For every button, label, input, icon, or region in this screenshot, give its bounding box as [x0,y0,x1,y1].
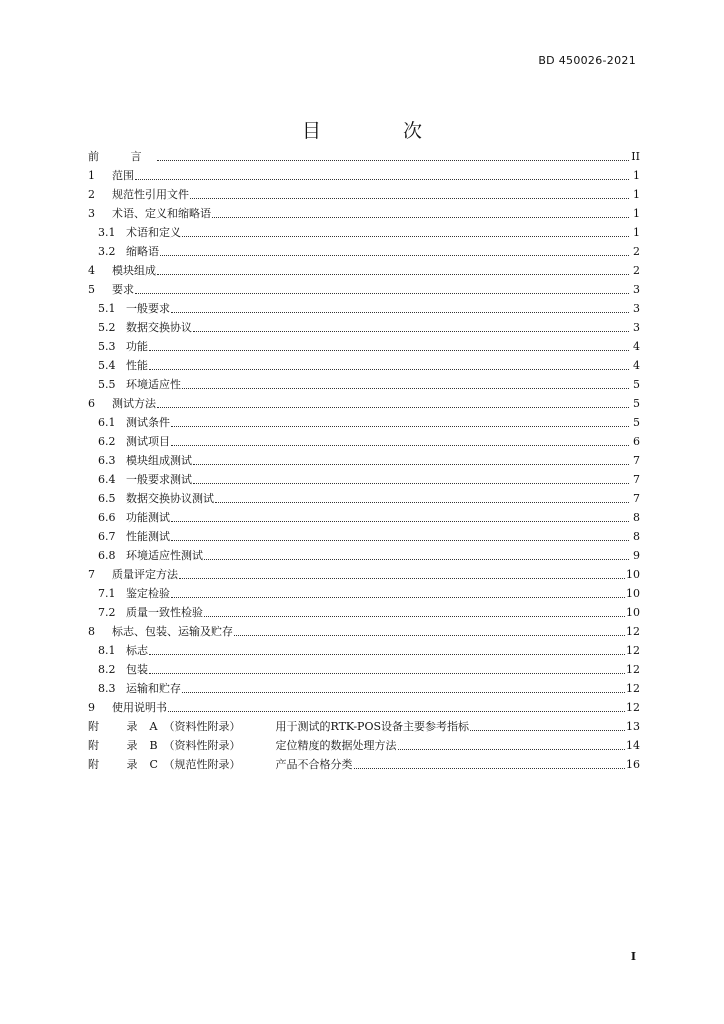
toc-entry-number: 7.1 [98,587,116,600]
toc-entry[interactable] [88,603,640,622]
page-title: 目 次 [301,120,461,142]
toc-entry-label: 术语和定义 [126,226,181,239]
dot-leader [193,483,629,484]
toc-entry[interactable] [88,470,640,489]
dot-leader [193,464,629,465]
dot-leader [171,426,629,427]
toc-entry[interactable] [88,489,640,508]
toc-entry[interactable] [88,679,640,698]
appendix-letter: C [149,758,158,771]
dot-leader [149,654,625,655]
dot-leader [171,597,625,598]
dot-leader [212,217,629,218]
toc-entry-number: 8 [88,625,95,638]
appendix-letter: B [149,739,158,752]
dot-leader [193,331,629,332]
toc-entry-page: 5 [633,416,640,429]
appendix-title: 定位精度的数据处理方法 [275,739,397,752]
toc-entry-page: 5 [633,378,640,391]
toc-entry-number: 5.2 [98,321,116,334]
toc-entry-page: 5 [633,397,640,410]
dot-leader [470,730,625,731]
appendix-letter: A [149,720,158,733]
toc-entry[interactable] [88,641,640,660]
toc-entry-label: 鉴定检验 [126,587,170,600]
toc-entry-page: 3 [633,283,640,296]
dot-leader [398,749,626,750]
toc-entry-number: 6.4 [98,473,116,486]
toc-entry-page: 7 [633,473,640,486]
toc-entry-page: 4 [633,340,640,353]
appendix-title: 产品不合格分类 [275,758,353,771]
dot-leader [215,502,629,503]
toc-entry-number: 4 [88,264,95,277]
toc-entry[interactable] [88,166,640,185]
toc-entry-page: 12 [626,625,640,638]
toc-entry-page: 7 [633,492,640,505]
toc-entry[interactable] [88,204,640,223]
dot-leader [204,559,629,560]
toc-entry-number: 6.3 [98,454,116,467]
toc-entry-number: 6.8 [98,549,116,562]
toc-entry-page: 13 [626,720,640,733]
toc-entry-label: 测试方法 [112,397,156,410]
toc-entry-label: 前 言 [88,150,156,163]
dot-leader [182,692,625,693]
toc-entry-page: 12 [626,663,640,676]
toc-appendix-entry[interactable] [88,717,640,736]
toc-entry-label: 模块组成 [112,264,156,277]
toc-entry-number: 5.1 [98,302,116,315]
toc-entry[interactable] [88,451,640,470]
dot-leader [160,255,629,256]
toc-entry-label: 标志、包装、运输及贮存 [112,625,233,638]
toc-entry-label: 规范性引用文件 [112,188,189,201]
toc-appendix-entry[interactable] [88,736,640,755]
appendix-word: 附 录 [88,720,150,733]
toc-entry-number: 3 [88,207,95,220]
toc-entry-label: 要求 [112,283,134,296]
toc-entry-page: 16 [626,758,640,771]
toc-entry-label: 功能 [126,340,148,353]
toc-entry[interactable] [88,356,640,375]
toc-entry-page: 10 [626,606,640,619]
toc-entry-page: 12 [626,682,640,695]
toc-entry-number: 7 [88,568,95,581]
toc-entry[interactable] [88,299,640,318]
dot-leader [179,578,625,579]
toc-entry-page: 8 [633,511,640,524]
toc-entry-label: 术语、定义和缩略语 [112,207,211,220]
dot-leader [149,350,629,351]
toc-entry[interactable] [88,565,640,584]
appendix-type: （规范性附录） [163,758,241,771]
appendix-type: （资料性附录） [163,720,241,733]
toc-entry-page: 2 [633,264,640,277]
toc-appendix-entry[interactable] [88,755,640,774]
toc-entry-number: 6.2 [98,435,116,448]
toc-entry[interactable] [88,660,640,679]
toc-entry-number: 6.5 [98,492,116,505]
toc-entry-number: 6.7 [98,530,116,543]
dot-leader [354,768,626,769]
toc-entry-number: 6 [88,397,95,410]
toc-entry-label: 标志 [126,644,148,657]
toc-entry-page: 12 [626,701,640,714]
dot-leader [157,160,630,161]
appendix-title: 用于测试的RTK-POS设备主要参考指标 [275,720,470,733]
toc-entry[interactable] [88,375,640,394]
dot-leader [171,445,629,446]
toc-entry[interactable] [88,318,640,337]
dot-leader [171,540,629,541]
toc-entry-page: 12 [626,644,640,657]
page-number: I [630,950,636,963]
toc-entry[interactable] [88,394,640,413]
dot-leader [190,198,629,199]
toc-entry[interactable] [88,261,640,280]
dot-leader [182,236,629,237]
toc-entry-page: 2 [633,245,640,258]
dot-leader [149,673,625,674]
toc-entry-label: 测试条件 [126,416,170,429]
toc-entry-label: 一般要求 [126,302,170,315]
toc-entry-label: 包装 [126,663,148,676]
toc-entry-number: 9 [88,701,95,714]
toc-entry-number: 1 [88,169,95,182]
toc-entry-page: 6 [633,435,640,448]
table-of-contents [88,147,640,774]
toc-entry-label: 质量一致性检验 [126,606,203,619]
dot-leader [171,521,629,522]
dot-leader [234,635,625,636]
toc-entry-label: 功能测试 [126,511,170,524]
toc-entry-label: 运输和贮存 [126,682,181,695]
toc-entry[interactable] [88,698,640,717]
toc-entry[interactable] [88,337,640,356]
appendix-type: （资料性附录） [163,739,241,752]
toc-entry[interactable] [88,584,640,603]
toc-entry-number: 7.2 [98,606,116,619]
toc-entry-number: 5.4 [98,359,116,372]
dot-leader [204,616,625,617]
toc-entry-page: 1 [633,226,640,239]
toc-entry-page: 10 [626,587,640,600]
toc-entry-number: 3.1 [98,226,116,239]
toc-entry-label: 范围 [112,169,134,182]
toc-entry[interactable] [88,413,640,432]
toc-entry-page: 8 [633,530,640,543]
toc-entry[interactable] [88,242,640,261]
toc-entry-label: 测试项目 [126,435,170,448]
toc-entry-page: 1 [633,207,640,220]
toc-entry-label: 性能 [126,359,148,372]
toc-entry-number: 2 [88,188,95,201]
toc-entry[interactable] [88,508,640,527]
toc-entry-page: 3 [633,302,640,315]
toc-entry-number: 6.6 [98,511,116,524]
toc-entry-page: 1 [633,169,640,182]
toc-entry-page: 1 [633,188,640,201]
toc-entry-page: II [631,150,640,163]
dot-leader [171,312,629,313]
toc-entry-page: 7 [633,454,640,467]
toc-entry[interactable] [88,280,640,299]
toc-entry-number: 3.2 [98,245,116,258]
dot-leader [157,274,629,275]
toc-entry-label: 缩略语 [126,245,159,258]
toc-entry-page: 14 [626,739,640,752]
toc-entry-label: 数据交换协议测试 [126,492,214,505]
toc-entry-label: 环境适应性测试 [126,549,203,562]
toc-entry[interactable] [88,185,640,204]
toc-entry-number: 8.1 [98,644,116,657]
toc-entry-label: 质量评定方法 [112,568,178,581]
toc-entry[interactable] [88,223,640,242]
toc-entry-number: 8.3 [98,682,116,695]
toc-entry-label: 数据交换协议 [126,321,192,334]
toc-entry[interactable] [88,527,640,546]
dot-leader [149,369,629,370]
dot-leader [135,179,629,180]
toc-entry-number: 5 [88,283,95,296]
toc-entry-label: 模块组成测试 [126,454,192,467]
toc-entry-label: 一般要求测试 [126,473,192,486]
toc-entry-label: 性能测试 [126,530,170,543]
toc-entry-page: 9 [633,549,640,562]
dot-leader [135,293,629,294]
dot-leader [182,388,629,389]
toc-entry-label: 使用说明书 [112,701,167,714]
toc-entry-page: 4 [633,359,640,372]
toc-entry-number: 5.3 [98,340,116,353]
toc-entry-label: 环境适应性 [126,378,181,391]
appendix-word: 附 录 [88,758,150,771]
dot-leader [168,711,625,712]
toc-entry-page: 3 [633,321,640,334]
document-code: BD 450026-2021 [538,54,636,67]
toc-entry[interactable] [88,147,640,166]
toc-entry-number: 5.5 [98,378,116,391]
toc-entry[interactable] [88,546,640,565]
appendix-word: 附 录 [88,739,150,752]
toc-entry[interactable] [88,622,640,641]
dot-leader [157,407,629,408]
toc-entry-number: 8.2 [98,663,116,676]
toc-entry-number: 6.1 [98,416,116,429]
toc-entry[interactable] [88,432,640,451]
toc-entry-page: 10 [626,568,640,581]
